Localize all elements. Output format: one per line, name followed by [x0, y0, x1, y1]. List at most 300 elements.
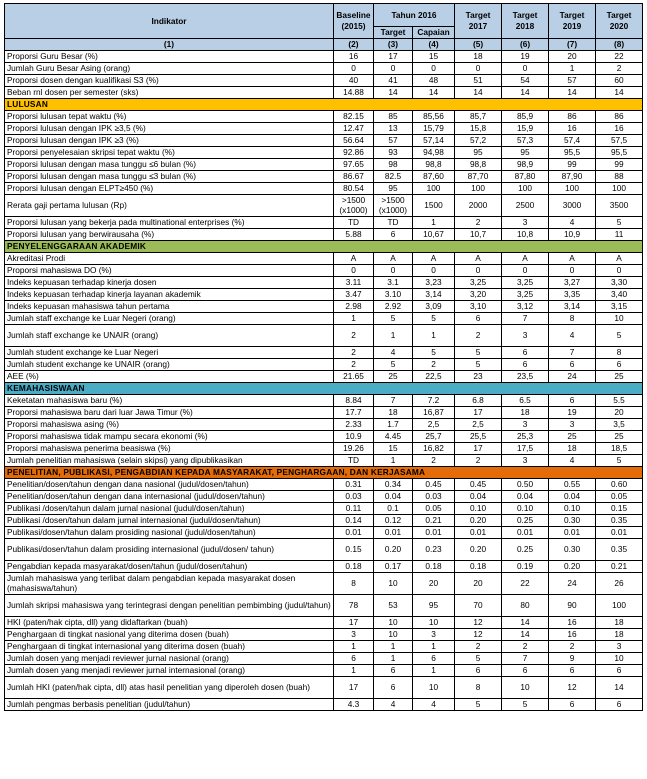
value-cell: 1 [413, 324, 455, 346]
colnum-6: (6) [502, 38, 549, 50]
table-row [5, 594, 643, 616]
value-cell: A [413, 252, 455, 264]
value-cell: 0.05 [596, 490, 643, 502]
table-row [5, 122, 643, 134]
indicator-cell: Publikasi /dosen/tahun dalam jurnal nasional (judul/dosen/tahun) [5, 502, 334, 514]
value-cell: 3.10 [374, 288, 413, 300]
section-title: PENELITIAN, PUBLIKASI, PENGABDIAN KEPADA MASYARAKAT, PENGHARGAAN, DAN KERJASAMA [5, 466, 643, 478]
value-cell: 8 [334, 572, 374, 594]
value-cell: 16 [596, 122, 643, 134]
value-cell: 3 [596, 640, 643, 652]
value-cell: 3,14 [549, 300, 596, 312]
value-cell: 85 [374, 110, 413, 122]
value-cell: 0.12 [374, 514, 413, 526]
value-cell: 5 [455, 652, 502, 664]
value-cell: >1500 (x1000) [374, 194, 413, 216]
indicator-cell: Proporsi mahasiswa tidak mampu secara ekonomi (%) [5, 430, 334, 442]
value-cell: 0.01 [374, 526, 413, 538]
indicator-cell: Proporsi penyelesaian skripsi tepat waktu (%) [5, 146, 334, 158]
value-cell: 20 [596, 406, 643, 418]
table-row [5, 676, 643, 698]
table-row [5, 502, 643, 514]
value-cell: 87,60 [413, 170, 455, 182]
indicator-cell: Proporsi lulusan dengan IPK ≥3 (%) [5, 134, 334, 146]
value-cell: 3 [334, 628, 374, 640]
value-cell: 14 [502, 86, 549, 98]
value-cell: 1 [413, 216, 455, 228]
value-cell: 17,5 [502, 442, 549, 454]
value-cell: 3,25 [502, 276, 549, 288]
value-cell: 2 [455, 324, 502, 346]
indicator-cell: Jumlah skripsi mahasiswa yang terintegrasi dengan penelitian pembimbing (judul/tahun) [5, 594, 334, 616]
value-cell: A [455, 252, 502, 264]
value-cell: 57 [549, 74, 596, 86]
value-cell: 18 [502, 406, 549, 418]
indicator-cell: Proporsi lulusan dengan masa tunggu ≤3 bulan (%) [5, 170, 334, 182]
value-cell: 4 [549, 324, 596, 346]
section-header-row [5, 466, 643, 478]
value-cell: 20 [549, 50, 596, 62]
indicator-table-container [4, 3, 642, 711]
value-cell: 86 [596, 110, 643, 122]
value-cell: 20 [413, 572, 455, 594]
value-cell: 5 [596, 216, 643, 228]
value-cell: 15 [413, 50, 455, 62]
value-cell: 6 [413, 652, 455, 664]
value-cell: 1 [374, 652, 413, 664]
value-cell: 12 [549, 676, 596, 698]
indicator-cell: Proporsi lulusan dengan ELPT≥450 (%) [5, 182, 334, 194]
value-cell: 0 [502, 62, 549, 74]
value-cell: 10 [374, 572, 413, 594]
value-cell: 5 [455, 346, 502, 358]
value-cell: 16,87 [413, 406, 455, 418]
colnum-5: (5) [455, 38, 502, 50]
value-cell: 2,5 [413, 418, 455, 430]
value-cell: 16 [549, 628, 596, 640]
value-cell: 10 [413, 676, 455, 698]
colnum-2: (2) [334, 38, 374, 50]
table-row [5, 454, 643, 466]
value-cell: 0.30 [549, 514, 596, 526]
table-row [5, 560, 643, 572]
value-cell: 0.04 [455, 490, 502, 502]
value-cell: 14 [455, 86, 502, 98]
value-cell: 1 [374, 324, 413, 346]
indicator-cell: Jumlah student exchange ke UNAIR (orang) [5, 358, 334, 370]
value-cell: 4.45 [374, 430, 413, 442]
value-cell: 17 [334, 616, 374, 628]
value-cell: A [334, 252, 374, 264]
indicator-cell: Jumlah penelitian mahasiswa (selain skipsi) yang dipublikasikan [5, 454, 334, 466]
value-cell: 95 [502, 146, 549, 158]
value-cell: 3 [413, 628, 455, 640]
value-cell: 0.05 [413, 502, 455, 514]
section-header-row [5, 98, 643, 110]
section-header-row [5, 382, 643, 394]
value-cell: 2000 [455, 194, 502, 216]
value-cell: 6 [549, 358, 596, 370]
value-cell: 5 [596, 454, 643, 466]
indicator-cell: Rerata gaji pertama lulusan (Rp) [5, 194, 334, 216]
value-cell: 6 [455, 664, 502, 676]
table-row [5, 430, 643, 442]
value-cell: 3 [502, 324, 549, 346]
value-cell: 22 [596, 50, 643, 62]
value-cell: 10 [374, 628, 413, 640]
value-cell: 88 [596, 170, 643, 182]
value-cell: A [502, 252, 549, 264]
value-cell: 0 [334, 264, 374, 276]
value-cell: 53 [374, 594, 413, 616]
value-cell: 3,12 [502, 300, 549, 312]
value-cell: 97.65 [334, 158, 374, 170]
value-cell: 12 [455, 628, 502, 640]
value-cell: 18 [596, 616, 643, 628]
value-cell: 4 [549, 454, 596, 466]
value-cell: 23,5 [502, 370, 549, 382]
value-cell: 14 [549, 86, 596, 98]
value-cell: 15,79 [413, 122, 455, 134]
indicator-cell: Indeks kepuasan mahasiswa tahun pertama [5, 300, 334, 312]
value-cell: 6 [374, 676, 413, 698]
value-cell: 57,2 [455, 134, 502, 146]
value-cell: 2,5 [455, 418, 502, 430]
value-cell: 85,9 [502, 110, 549, 122]
value-cell: 5.5 [596, 394, 643, 406]
table-row [5, 216, 643, 228]
value-cell: 4.3 [334, 698, 374, 710]
value-cell: 100 [596, 594, 643, 616]
table-row [5, 182, 643, 194]
table-row [5, 418, 643, 430]
value-cell: 0 [455, 62, 502, 74]
value-cell: 57,5 [596, 134, 643, 146]
value-cell: 17 [374, 50, 413, 62]
value-cell: 17 [455, 406, 502, 418]
value-cell: 6 [374, 664, 413, 676]
value-cell: 100 [455, 182, 502, 194]
value-cell: 0.01 [596, 526, 643, 538]
value-cell: 98,9 [502, 158, 549, 170]
value-cell: 0.19 [502, 560, 549, 572]
value-cell: 0.30 [549, 538, 596, 560]
header-target-2018: Target 2018 [502, 4, 549, 39]
indicator-cell: Pengabdian kepada masyarakat/dosen/tahun (judul/dosen/tahun) [5, 560, 334, 572]
value-cell: 25 [596, 430, 643, 442]
value-cell: 3,09 [413, 300, 455, 312]
value-cell: 0 [413, 62, 455, 74]
table-row [5, 158, 643, 170]
indicator-cell: Jumlah dosen yang menjadi reviewer jurnal internasional (orang) [5, 664, 334, 676]
header-2016-capaian: Capaian [413, 27, 455, 39]
value-cell: 2 [502, 640, 549, 652]
value-cell: 0.18 [334, 560, 374, 572]
value-cell: 3,25 [455, 276, 502, 288]
value-cell: TD [334, 454, 374, 466]
value-cell: 0.60 [596, 478, 643, 490]
table-row [5, 358, 643, 370]
value-cell: 78 [334, 594, 374, 616]
indicator-cell: Indeks kepuasan terhadap kinerja dosen [5, 276, 334, 288]
value-cell: 14 [596, 676, 643, 698]
indicator-cell: Proporsi lulusan yang bekerja pada multinational enterprises (%) [5, 216, 334, 228]
value-cell: 0.01 [549, 526, 596, 538]
value-cell: 20 [455, 572, 502, 594]
table-row [5, 324, 643, 346]
value-cell: 90 [549, 594, 596, 616]
table-row [5, 406, 643, 418]
indicator-cell: Jumlah pengmas berbasis penelitian (judul/tahun) [5, 698, 334, 710]
indicator-cell: Proporsi lulusan dengan masa tunggu ≤6 bulan (%) [5, 158, 334, 170]
value-cell: 4 [374, 346, 413, 358]
value-cell: 0.45 [455, 478, 502, 490]
value-cell: 6 [502, 346, 549, 358]
value-cell: 14 [596, 86, 643, 98]
indicator-cell: Proporsi mahasiswa asing (%) [5, 418, 334, 430]
value-cell: 0.20 [549, 560, 596, 572]
value-cell: 3,15 [596, 300, 643, 312]
value-cell: 0.25 [502, 514, 549, 526]
value-cell: 86.67 [334, 170, 374, 182]
value-cell: 0 [413, 264, 455, 276]
value-cell: 6 [549, 664, 596, 676]
value-cell: 0 [455, 264, 502, 276]
table-row [5, 86, 643, 98]
value-cell: 4 [549, 216, 596, 228]
header-2016-target: Target [374, 27, 413, 39]
header-tahun-2016: Tahun 2016 [374, 4, 455, 27]
indicator-cell: Proporsi dosen dengan kualifikasi S3 (%) [5, 74, 334, 86]
table-row [5, 264, 643, 276]
value-cell: 8 [549, 312, 596, 324]
value-cell: 1500 [413, 194, 455, 216]
value-cell: 80.54 [334, 182, 374, 194]
value-cell: 8 [596, 346, 643, 358]
value-cell: 0.25 [502, 538, 549, 560]
value-cell: 17 [455, 442, 502, 454]
table-row [5, 346, 643, 358]
value-cell: 3,27 [549, 276, 596, 288]
value-cell: 16 [549, 122, 596, 134]
value-cell: 100 [596, 182, 643, 194]
value-cell: 14.88 [334, 86, 374, 98]
value-cell: 0.03 [334, 490, 374, 502]
value-cell: 98 [374, 158, 413, 170]
table-row [5, 50, 643, 62]
value-cell: 2 [455, 454, 502, 466]
value-cell: 100 [413, 182, 455, 194]
value-cell: 0.18 [455, 560, 502, 572]
value-cell: 0.17 [374, 560, 413, 572]
value-cell: 14 [502, 616, 549, 628]
header-target-2017: Target 2017 [455, 4, 502, 39]
header-target-2019: Target 2019 [549, 4, 596, 39]
value-cell: 0.35 [596, 514, 643, 526]
table-row [5, 276, 643, 288]
value-cell: 1 [413, 640, 455, 652]
value-cell: 0.21 [596, 560, 643, 572]
value-cell: 1 [549, 62, 596, 74]
colnum-3: (3) [374, 38, 413, 50]
table-row [5, 640, 643, 652]
value-cell: 11 [596, 228, 643, 240]
value-cell: 0.55 [549, 478, 596, 490]
value-cell: 0.10 [549, 502, 596, 514]
value-cell: 3,5 [596, 418, 643, 430]
value-cell: 2.98 [334, 300, 374, 312]
indicator-cell: Keketatan mahasiswa baru (%) [5, 394, 334, 406]
value-cell: 3 [549, 418, 596, 430]
value-cell: 2 [334, 358, 374, 370]
value-cell: A [374, 252, 413, 264]
value-cell: 100 [549, 182, 596, 194]
value-cell: 87,70 [455, 170, 502, 182]
value-cell: 100 [502, 182, 549, 194]
indicator-cell: Proporsi mahasiswa penerima beasiswa (%) [5, 442, 334, 454]
value-cell: 56.64 [334, 134, 374, 146]
value-cell: 17.7 [334, 406, 374, 418]
value-cell: 0 [502, 264, 549, 276]
value-cell: 10,9 [549, 228, 596, 240]
value-cell: 57,3 [502, 134, 549, 146]
table-row [5, 194, 643, 216]
indicator-cell: Akreditasi Prodi [5, 252, 334, 264]
section-title: KEMAHASISWAAN [5, 382, 643, 394]
value-cell: 2 [334, 346, 374, 358]
value-cell: 0.15 [334, 538, 374, 560]
value-cell: 6 [596, 358, 643, 370]
header-target-2020: Target 2020 [596, 4, 643, 39]
value-cell: 3,30 [596, 276, 643, 288]
value-cell: 2 [334, 324, 374, 346]
table-row [5, 62, 643, 74]
table-row [5, 664, 643, 676]
value-cell: 3.1 [374, 276, 413, 288]
value-cell: 1 [334, 640, 374, 652]
value-cell: 6.5 [502, 394, 549, 406]
value-cell: 10,7 [455, 228, 502, 240]
value-cell: 2 [549, 640, 596, 652]
table-row [5, 442, 643, 454]
value-cell: 3.47 [334, 288, 374, 300]
value-cell: 60 [596, 74, 643, 86]
table-row [5, 312, 643, 324]
indicator-cell: Beban rnl dosen per semester (sks) [5, 86, 334, 98]
value-cell: 25,5 [455, 430, 502, 442]
value-cell: 10 [502, 676, 549, 698]
value-cell: 95 [455, 146, 502, 158]
value-cell: 0.15 [596, 502, 643, 514]
indicator-cell: Jumlah HKI (paten/hak cipta, dll) atas hasil penelitian yang diperoleh dosen (buah) [5, 676, 334, 698]
value-cell: 7 [549, 346, 596, 358]
table-row [5, 252, 643, 264]
value-cell: 25 [596, 370, 643, 382]
value-cell: 5 [374, 312, 413, 324]
value-cell: 14 [502, 628, 549, 640]
value-cell: 8 [455, 676, 502, 698]
value-cell: 82.5 [374, 170, 413, 182]
table-row [5, 394, 643, 406]
value-cell: 15 [374, 442, 413, 454]
value-cell: 15,9 [502, 122, 549, 134]
table-row [5, 300, 643, 312]
indicator-cell: Jumlah Guru Besar Asing (orang) [5, 62, 334, 74]
value-cell: 5 [455, 358, 502, 370]
value-cell: 13 [374, 122, 413, 134]
colnum-7: (7) [549, 38, 596, 50]
value-cell: 0.10 [455, 502, 502, 514]
indicator-cell: Publikasi/dosen/tahun dalam prosiding nasional (judul/dosen/tahun) [5, 526, 334, 538]
value-cell: 5.88 [334, 228, 374, 240]
table-row [5, 628, 643, 640]
indicator-cell: Publikasi/dosen/tahun dalam prosiding internasional (judul/dosen/ tahun) [5, 538, 334, 560]
value-cell: 6 [455, 312, 502, 324]
indicator-cell: Proporsi lulusan yang berwirausaha (%) [5, 228, 334, 240]
value-cell: 12.47 [334, 122, 374, 134]
indicator-cell: Jumlah staff exchange ke Luar Negeri (orang) [5, 312, 334, 324]
value-cell: 85,56 [413, 110, 455, 122]
value-cell: 98,8 [455, 158, 502, 170]
value-cell: 94,98 [413, 146, 455, 158]
table-row [5, 514, 643, 526]
value-cell: 5 [596, 324, 643, 346]
header-indikator: Indikator [5, 4, 334, 39]
value-cell: 15,8 [455, 122, 502, 134]
value-cell: 6 [374, 228, 413, 240]
value-cell: 0.01 [502, 526, 549, 538]
value-cell: 0.50 [502, 478, 549, 490]
table-body [5, 50, 643, 710]
value-cell: 85,7 [455, 110, 502, 122]
table-row [5, 146, 643, 158]
value-cell: 17 [334, 676, 374, 698]
value-cell: 0.01 [413, 526, 455, 538]
value-cell: 0.14 [334, 514, 374, 526]
value-cell: 10 [374, 616, 413, 628]
indicator-cell: Indeks kepuasan terhadap kinerja layanan akademik [5, 288, 334, 300]
indicator-cell: Jumlah student exchange ke Luar Negeri [5, 346, 334, 358]
value-cell: 0.11 [334, 502, 374, 514]
value-cell: 10.9 [334, 430, 374, 442]
value-cell: 0.03 [413, 490, 455, 502]
value-cell: 57,14 [413, 134, 455, 146]
header-baseline: Baseline (2015) [334, 4, 374, 39]
indicator-cell: Proporsi mahasiswa baru dari luar Jawa Timur (%) [5, 406, 334, 418]
value-cell: 95,5 [596, 146, 643, 158]
table-row [5, 110, 643, 122]
table-row [5, 490, 643, 502]
value-cell: 5 [374, 358, 413, 370]
table-row [5, 526, 643, 538]
value-cell: 3,35 [549, 288, 596, 300]
value-cell: 1 [374, 640, 413, 652]
value-cell: 3,10 [455, 300, 502, 312]
value-cell: 16,82 [413, 442, 455, 454]
value-cell: 16 [334, 50, 374, 62]
value-cell: 18 [549, 442, 596, 454]
value-cell: 10 [596, 652, 643, 664]
value-cell: 57 [374, 134, 413, 146]
indicator-cell: AEE (%) [5, 370, 334, 382]
colnum-4: (4) [413, 38, 455, 50]
section-header-row [5, 240, 643, 252]
indicator-cell: Penelitian/dosen/tahun dengan dana nasional (judul/dosen/tahun) [5, 478, 334, 490]
value-cell: 0.20 [455, 538, 502, 560]
colnum-8: (8) [596, 38, 643, 50]
value-cell: 2 [596, 62, 643, 74]
value-cell: 10,8 [502, 228, 549, 240]
